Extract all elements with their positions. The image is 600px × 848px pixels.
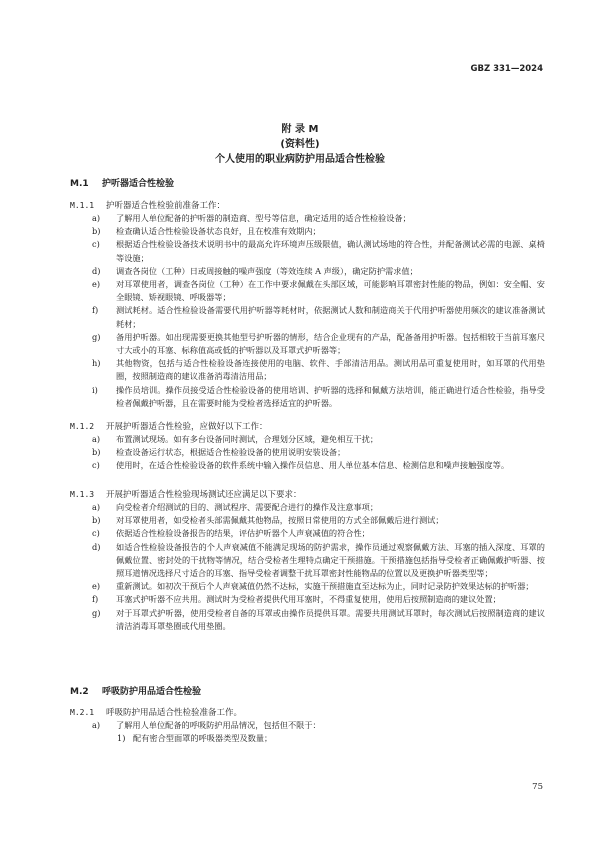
list-item: [92, 278, 545, 304]
annex-type: (资料性): [280, 139, 320, 150]
section-number: M.1: [70, 179, 89, 189]
item-text: 对耳罩使用者，调查各岗位（工种）在工作中要求佩戴在头部区域，可能影响耳罩密封性能的物品，例如：安全帽、安全眼镜、矫视眼镜、呼吸器等；: [116, 279, 545, 303]
item-label: a): [92, 434, 101, 444]
annex-title: 附 录 M: [281, 124, 319, 135]
list-item: [92, 238, 545, 264]
list-item: [92, 514, 545, 527]
item-text: 操作员培训。操作员接受适合性检验设备的使用培训、护听器的选择和佩戴方法培训，能正确进行适合性检验，指导受检者佩戴护听器，且在需要时能为受检者选择适宜的护听器。: [116, 384, 545, 408]
list-item: [92, 225, 545, 238]
item-label: h): [92, 358, 101, 369]
clause-number: M.1.3: [70, 490, 95, 499]
item-label: f): [92, 305, 99, 316]
item-text: 耳塞式护听器不应共用。测试时为受检者提供代用耳塞时，不得重复使用，使用后按照制造商的建议处置；: [116, 594, 501, 605]
list-item: [92, 719, 545, 732]
list-item: [92, 446, 545, 459]
clause-text: 呼吸防护用品适合性检验准备工作。: [106, 708, 243, 718]
item-label: i): [92, 384, 98, 395]
clause-text: 护听器适合性检验前准备工作：: [106, 201, 226, 211]
list-item: [92, 527, 545, 540]
item-text: 检查设备运行状态，根据适合性检验设备的使用说明安装设备；: [116, 447, 346, 458]
clause-m1-2-list: [92, 433, 545, 473]
item-text: 向受检者介绍测试的目的、测试程序、需要配合进行的操作及注意事项；: [116, 502, 379, 512]
item-text: 重新测试。如初次干预后个人声衰减值仍然不达标，实施干预措施直至达标为止，同时记录防护效果达标的护听器；: [116, 581, 534, 592]
clause-text: 开展护听器适合性检验现场测试还应满足以下要求：: [106, 490, 302, 500]
item-text: 其他物资，包括与适合性检验设备连接使用的电脑、软件、手部清洁用品。测试用品可重复使用时，如耳罩的代用垫圈，按照制造商的建议准备消毒清洁用品；: [116, 358, 545, 382]
item-text: 测试耗材。适合性检验设备需要代用护听器等耗材时，依据测试人数和制造商关于代用护听器使用频次的建议准备测试耗材；: [116, 305, 545, 329]
list-item: [92, 384, 545, 410]
item-label: d): [92, 265, 101, 276]
clause-text: 开展护听器适合性检验，应做好以下工作：: [106, 422, 268, 432]
annex-name: 个人使用的职业病防护用品适合性检验: [215, 154, 385, 165]
item-label: c): [92, 528, 100, 539]
section-title: 呼吸防护用品适合性检验: [102, 687, 202, 697]
list-item: [92, 331, 545, 357]
item-label: a): [92, 502, 101, 512]
section-number: M.2: [70, 687, 89, 697]
sub-item-text: 配有密合型面罩的呼吸器类型及数量；: [133, 733, 273, 743]
list-item: [92, 212, 545, 225]
item-text: 如适合性检验设备报告的个人声衰减值不能满足现场的防护需求，操作员通过观察佩戴方法、耳塞的插入深度、耳罩的佩戴位置、密封处的干扰物等情况，结合受检者生理特点确定干预措施。干预措施包括指导受检者正确佩戴护听器、按照耳道情况选择尺寸适合的耳塞、指导受检者调整干扰耳罩密封性能物品的位置以及更换护听器类型等；: [116, 541, 545, 579]
item-label: g): [92, 331, 101, 342]
clause-m1-1-list: [92, 212, 545, 410]
item-text: 布置测试现场。如有多台设备同时测试，合理划分区域，避免相互干扰；: [116, 434, 379, 444]
item-label: a): [92, 720, 101, 730]
sub-item: [117, 732, 272, 745]
list-item: [92, 593, 545, 606]
item-label: a): [92, 213, 101, 223]
section-title: 护听器适合性检验: [102, 179, 175, 189]
item-text: 依据适合性检验设备报告的结果，评估护听器个人声衰减值的符合性；: [116, 528, 370, 539]
clause-m2-1-list: [92, 719, 545, 732]
item-label: e): [92, 279, 101, 290]
item-label: e): [92, 581, 101, 592]
list-item: [92, 433, 545, 446]
item-label: b): [92, 226, 101, 237]
item-text: 调查各岗位（工种）日或周接触的噪声强度（等效连续 A 声级），确定防护需求值；: [116, 265, 418, 276]
item-text: 使用时，在适合性检验设备的软件系统中输入操作员信息、用人单位基本信息、检测信息和噪声接触强度等。: [116, 460, 510, 471]
section-m1-heading: [70, 178, 174, 191]
item-label: b): [92, 447, 101, 458]
item-label: b): [92, 515, 101, 526]
clause-m1-3-list: [92, 501, 545, 633]
item-label: d): [92, 541, 101, 552]
list-item: [92, 541, 545, 581]
clause-number: M.1.2: [70, 422, 95, 431]
item-label: g): [92, 607, 101, 618]
item-text: 了解用人单位配备的护听器的制造商、型号等信息，确定适用的适合性检验设备；: [116, 213, 411, 223]
item-text: 检查确认适合性检验设备状态良好，且在校准有效期内；: [116, 226, 321, 237]
page-number: 75: [532, 782, 543, 792]
item-text: 对于耳罩式护听器，使用受检者自备的耳罩或由操作员提供耳罩。需要共用测试耳罩时，每次测试后按照制造商的建议清洁消毒耳罩垫圈或代用垫圈。: [116, 607, 545, 631]
item-label: f): [92, 594, 99, 605]
sub-item-label: 1): [117, 733, 126, 743]
list-item: [92, 357, 545, 383]
item-text: 了解用人单位配备的呼吸防护用品情况，包括但不限于：: [116, 720, 321, 730]
item-text: 备用护听器。如出现需要更换其他型号护听器的情形，结合企业现有的产品，配备备用护听器。包括相较于当前耳塞尺寸大或小的耳塞、标称值高或低的护听器以及耳罩式护听器等；: [116, 331, 545, 356]
list-item: [92, 265, 545, 278]
item-label: c): [92, 239, 100, 250]
list-item: [92, 607, 545, 633]
clause-number: M.1.1: [70, 201, 95, 210]
list-item: [92, 304, 545, 330]
item-text: 对耳罩使用者，如受检者头部需佩戴其他物品，按照日常使用的方式全部佩戴后进行测试；: [116, 515, 444, 526]
section-m2-heading: [70, 686, 201, 699]
list-item: [92, 501, 545, 514]
annex-heading: [0, 122, 600, 167]
item-text: 根据适合性检验设备技术说明书中的最高允许环境声压级限值，确认测试场地的符合性，并配备测试必需的电源、桌椅等设施；: [116, 239, 545, 263]
standard-code: GBZ 331—2024: [470, 64, 543, 74]
clause-number: M.2.1: [70, 708, 95, 717]
list-item: [92, 580, 545, 593]
item-label: c): [92, 460, 100, 471]
list-item: [92, 459, 545, 472]
